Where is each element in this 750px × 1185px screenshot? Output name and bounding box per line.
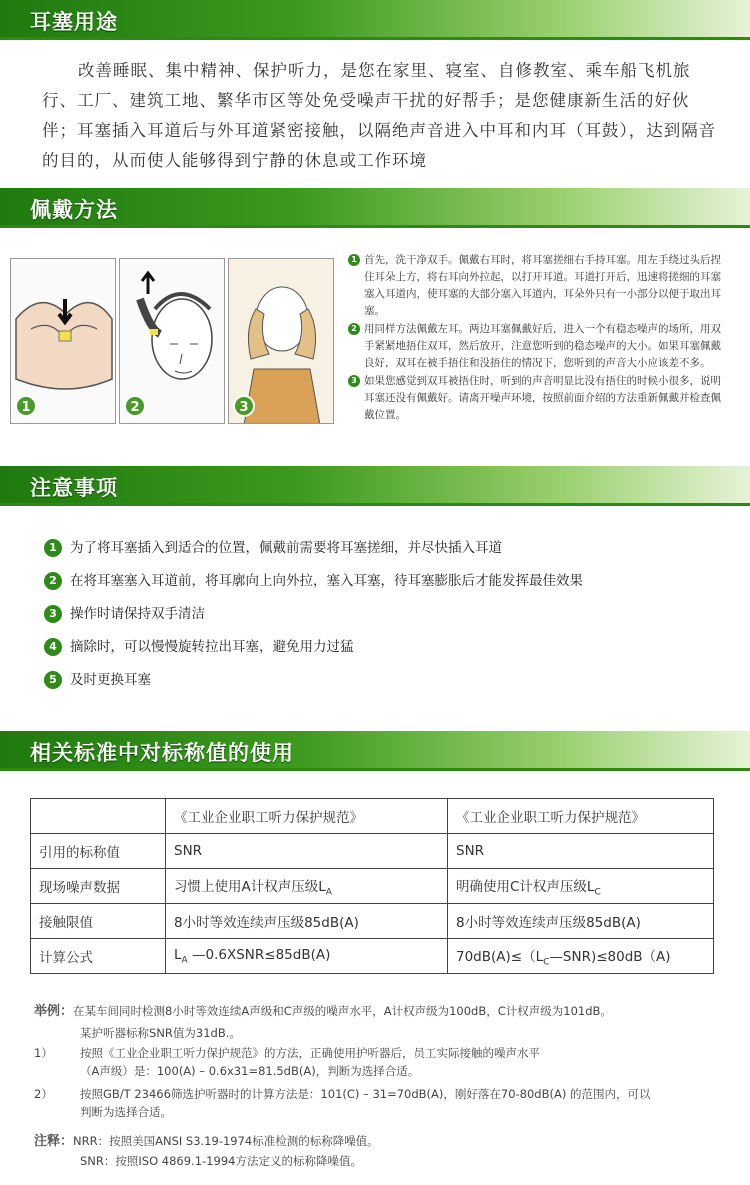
- table-cell: 8小时等效连续声压级85dB(A): [166, 904, 448, 939]
- section-title: 耳塞用途: [30, 10, 118, 34]
- example-line: 某护听器标称SNR值为31dB.。: [80, 1026, 241, 1040]
- step-number-badge: 2: [348, 323, 360, 335]
- table-row: [31, 869, 714, 904]
- subscript: C: [594, 887, 601, 898]
- step-photo-3: [228, 258, 334, 424]
- row-label: 现场噪声数据: [31, 869, 166, 904]
- photo-number: 1: [15, 395, 37, 417]
- definition-text: SNR：按照ISO 4869.1-1994方法定义的标称降噪值。: [80, 1154, 362, 1168]
- table-cell: 8小时等效连续声压级85dB(A): [448, 904, 714, 939]
- table-header-cell: 《工业企业职工听力保护规范》: [166, 799, 448, 834]
- section-title: 注意事项: [30, 476, 118, 500]
- row-label: 计算公式: [31, 939, 166, 974]
- example-text: 在某车间同时检测8小时等效连续A声级和C声级的噪声水平，A计权声级为100dB，C计权声级为101dB。: [73, 1004, 612, 1018]
- step-photo-1: [10, 258, 116, 424]
- list-item: [348, 321, 730, 372]
- step-text: 如果您感觉到双耳被捂住时，听到的声音明显比没有捂住的时候小很多，说明耳塞还没有佩戴好。请离开噪声环境，按照前面介绍的方法重新佩戴并检查佩戴位置。: [364, 375, 721, 421]
- list-item: [348, 373, 730, 424]
- example-item-number: 1）: [34, 1046, 53, 1060]
- section-header-usage: [0, 0, 750, 40]
- cell-text: —SNR)≤80dB（A): [549, 948, 671, 965]
- example-item-text: 按照GB/T 23466筛选护听器时的计算方法是：101(C) – 31=70dB(A)，刚好落在70-80dB(A) 的范围内，可以: [80, 1087, 651, 1101]
- intro-paragraph: 改善睡眠、集中精神、保护听力，是您在家里、寝室、自修教室、乘车船飞机旅行、工厂、建筑工地、繁华市区等处免受噪声干扰的好帮手；是您健康新生活的好伙伴；耳塞插入耳道后与外耳道紧密接触，以隔绝声音进入中耳和内耳（耳鼓），达到隔音的目的，从而使人能够得到宁静的休息或工作环境: [42, 61, 717, 170]
- cell-text: 明确使用C计权声压级L: [456, 878, 595, 895]
- step-number-badge: 3: [348, 375, 360, 387]
- cell-text: 习惯上使用A计权声压级L: [174, 878, 326, 895]
- step-photo-2: [119, 258, 225, 424]
- photo-number: 3: [233, 395, 255, 417]
- note-text: 摘除时，可以慢慢旋转拉出耳塞，避免用力过猛: [70, 639, 354, 655]
- standards-table: [30, 798, 714, 974]
- list-item: [44, 637, 354, 663]
- note-number-badge: 5: [44, 671, 62, 689]
- table-cell: SNR: [448, 834, 714, 869]
- table-row: [31, 939, 714, 974]
- table-row: [31, 799, 714, 834]
- section-header-standards: [0, 731, 750, 771]
- note-number-badge: 1: [44, 539, 62, 557]
- photo-number: 2: [124, 395, 146, 417]
- table-cell: [448, 869, 714, 904]
- section-title: 佩戴方法: [30, 198, 118, 222]
- step-number-badge: 1: [348, 254, 360, 266]
- wearing-steps: [348, 252, 730, 425]
- subscript: A: [181, 955, 188, 966]
- list-item: [44, 571, 583, 597]
- section-header-notes: [0, 466, 750, 506]
- note-number-badge: 4: [44, 638, 62, 656]
- cell-text: 70dB(A)≤（L: [456, 948, 544, 965]
- table-header-cell: 《工业企业职工听力保护规范》: [448, 799, 714, 834]
- example-item-text: （A声级）是：100(A) – 0.6x31=81.5dB(A)，判断为选择合适。: [80, 1064, 420, 1078]
- definition-text: NRR：按照美国ANSI S3.19-1974标准检测的标称降噪值。: [73, 1134, 379, 1148]
- table-cell: [448, 939, 714, 974]
- section-title: 相关标准中对标称值的使用: [30, 741, 294, 765]
- row-label: 接触限值: [31, 904, 166, 939]
- table-cell: [166, 939, 448, 974]
- cell-text: L: [174, 946, 182, 963]
- definition-label: 注释：: [34, 1134, 74, 1149]
- note-number-badge: 3: [44, 605, 62, 623]
- subscript: A: [325, 887, 332, 898]
- table-cell: [31, 799, 166, 834]
- note-text: 为了将耳塞插入到适合的位置，佩戴前需要将耳塞搓细，并尽快插入耳道: [70, 540, 502, 556]
- note-text: 在将耳塞塞入耳道前，将耳廓向上向外拉，塞入耳塞，待耳塞膨胀后才能发挥最佳效果: [70, 573, 583, 589]
- subscript: C: [543, 957, 550, 968]
- section-header-wearing: [0, 188, 750, 228]
- list-item: [44, 670, 151, 696]
- table-cell: [166, 869, 448, 904]
- step-text: 用同样方法佩戴左耳。两边耳塞佩戴好后，进入一个有稳态噪声的场所，用双手紧紧地捂住双耳，然后放开，注意您听到的稳态噪声的大小。如果耳塞佩戴良好，双耳在被手捂住和没捂住的情况下，您听到的声音大小应该差不多。: [364, 323, 721, 369]
- table-row: [31, 904, 714, 939]
- step-text: 首先，洗干净双手。佩戴右耳时，将耳塞搓细右手持耳塞。用左手绕过头后捏住耳朵上方，将右耳向外拉起，以打开耳道。耳道打开后，迅速将搓细的耳塞塞入耳道内，使耳塞的大部分塞入耳道内，耳朵外只有一小部分以便于取出耳塞。: [364, 254, 721, 317]
- list-item: [44, 604, 205, 630]
- list-item: [348, 252, 730, 320]
- table-row: [31, 834, 714, 869]
- list-item: [44, 538, 502, 564]
- note-text: 及时更换耳塞: [70, 672, 151, 688]
- definition-line: [34, 1132, 379, 1151]
- example-item-number: 2）: [34, 1087, 53, 1101]
- note-number-badge: 2: [44, 572, 62, 590]
- example-item-text: 判断为选择合适。: [80, 1105, 172, 1119]
- example-item-text: 按照《工业企业职工听力保护规范》的方法，正确使用护听器后，员工实际接触的噪声水平: [80, 1046, 540, 1060]
- cell-text: —0.6XSNR≤85dB(A): [187, 946, 331, 963]
- example-label: 举例：: [34, 1004, 74, 1019]
- row-label: 引用的标称值: [31, 834, 166, 869]
- example-line: [34, 1002, 612, 1021]
- table-cell: SNR: [166, 834, 448, 869]
- note-text: 操作时请保持双手清洁: [70, 606, 205, 622]
